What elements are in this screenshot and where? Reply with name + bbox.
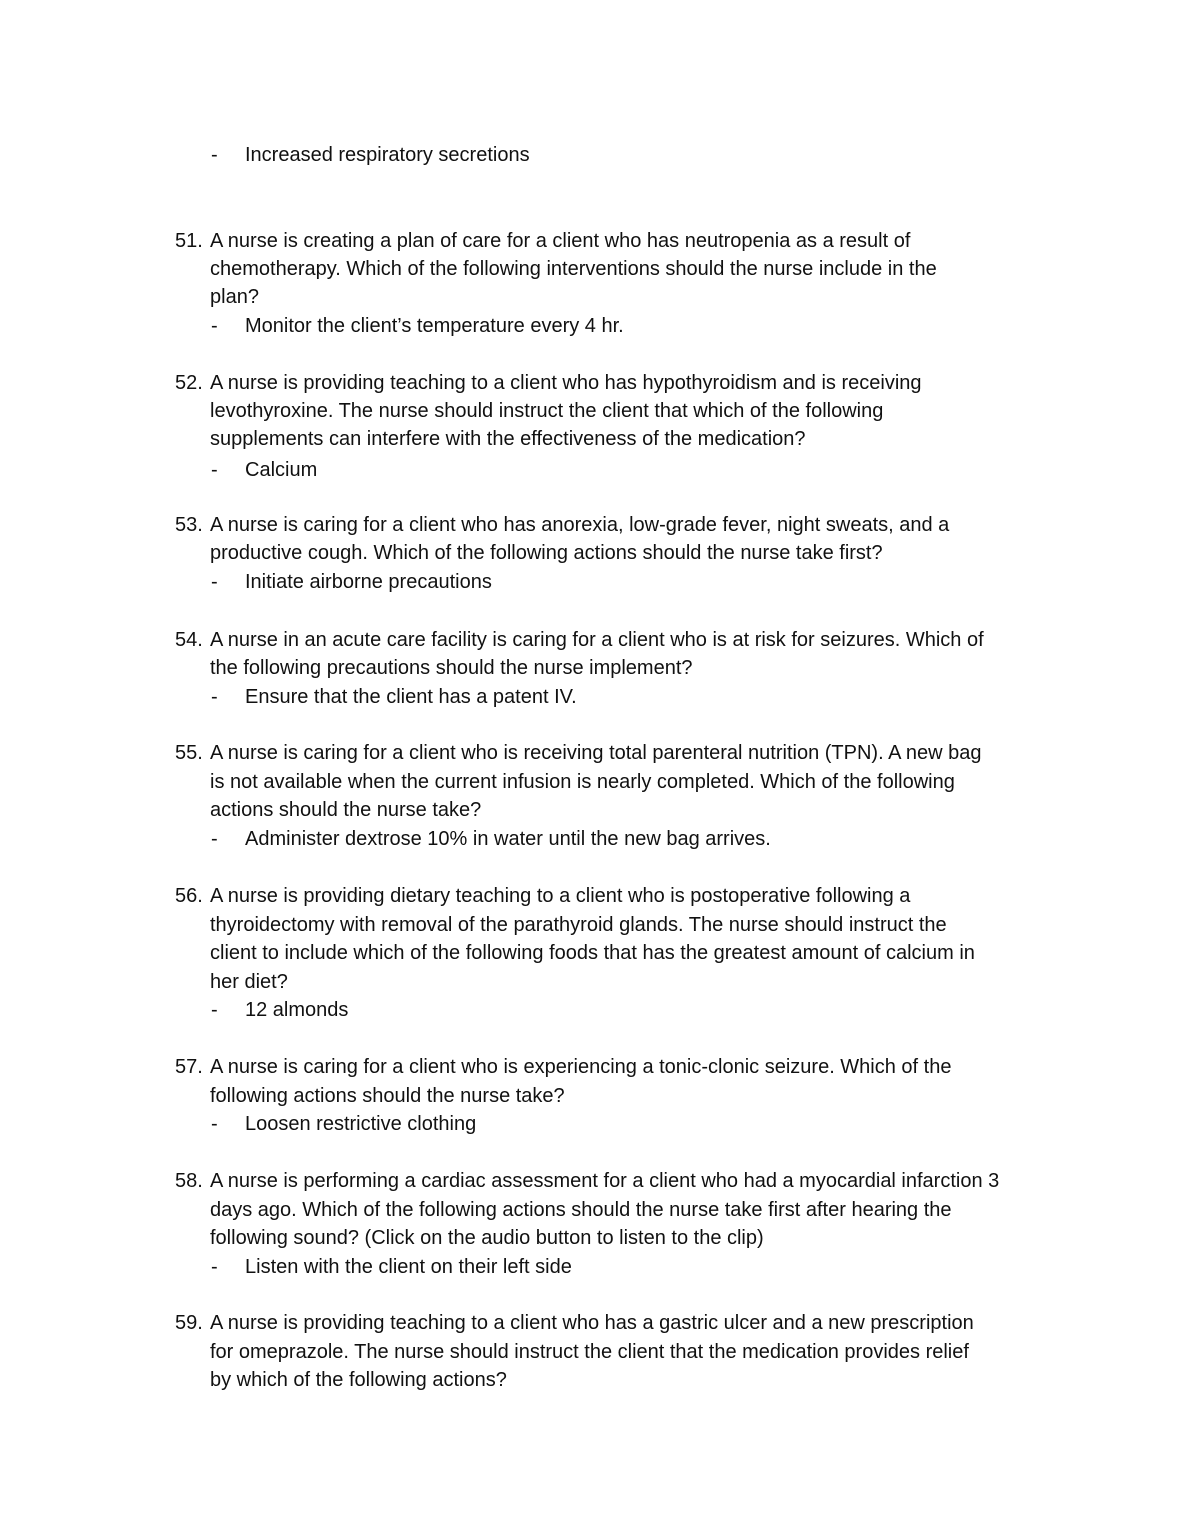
question-text: supplements can interfere with the effectiveness of the medication? bbox=[210, 428, 806, 450]
question-text: A nurse is providing dietary teaching to a client who is postoperative following a bbox=[210, 885, 911, 907]
answer-bullet: - bbox=[211, 571, 218, 593]
question-text: A nurse is providing teaching to a client who has a gastric ulcer and a new prescription bbox=[210, 1312, 974, 1334]
answer-text: 12 almonds bbox=[245, 999, 349, 1021]
question-text: A nurse in an acute care facility is caring for a client who is at risk for seizures. Which of bbox=[210, 629, 984, 651]
question-text: actions should the nurse take? bbox=[210, 799, 482, 821]
question-number: 55. bbox=[175, 742, 203, 764]
question-text: following sound? (Click on the audio button to listen to the clip) bbox=[210, 1227, 764, 1249]
question-text: is not available when the current infusion is nearly completed. Which of the following bbox=[210, 771, 955, 793]
question-number: 56. bbox=[175, 885, 203, 907]
question-number: 58. bbox=[175, 1170, 203, 1192]
question-text: thyroidectomy with removal of the parathyroid glands. The nurse should instruct the bbox=[210, 914, 947, 936]
question-text: A nurse is performing a cardiac assessment for a client who had a myocardial infarction 3 bbox=[210, 1170, 1000, 1192]
answer-text: Loosen restrictive clothing bbox=[245, 1113, 477, 1135]
question-number: 54. bbox=[175, 629, 203, 651]
question-text: plan? bbox=[210, 286, 259, 308]
question-number: 52. bbox=[175, 372, 203, 394]
question-number: 57. bbox=[175, 1056, 203, 1078]
answer-bullet: - bbox=[211, 686, 218, 708]
question-number: 51. bbox=[175, 230, 203, 252]
answer-text: Increased respiratory secretions bbox=[245, 144, 530, 166]
question-text: A nurse is creating a plan of care for a client who has neutropenia as a result of bbox=[210, 230, 911, 252]
answer-text: Monitor the client’s temperature every 4 hr. bbox=[245, 315, 624, 337]
answer-bullet: - bbox=[211, 1256, 218, 1278]
answer-bullet: - bbox=[211, 459, 218, 481]
answer-bullet: - bbox=[211, 315, 218, 337]
question-text: productive cough. Which of the following actions should the nurse take first? bbox=[210, 542, 883, 564]
question-text: A nurse is caring for a client who is experiencing a tonic-clonic seizure. Which of the bbox=[210, 1056, 952, 1078]
answer-bullet: - bbox=[211, 999, 218, 1021]
question-text: client to include which of the following foods that has the greatest amount of calcium in bbox=[210, 942, 975, 964]
question-text: levothyroxine. The nurse should instruct the client that which of the following bbox=[210, 400, 884, 422]
answer-text: Calcium bbox=[245, 459, 318, 481]
question-text: by which of the following actions? bbox=[210, 1369, 507, 1391]
question-text: A nurse is caring for a client who has anorexia, low-grade fever, night sweats, and a bbox=[210, 514, 950, 536]
answer-text: Listen with the client on their left side bbox=[245, 1256, 572, 1278]
answer-bullet: - bbox=[211, 1113, 218, 1135]
question-text: chemotherapy. Which of the following interventions should the nurse include in the bbox=[210, 258, 937, 280]
question-text: the following precautions should the nurse implement? bbox=[210, 657, 693, 679]
question-text: her diet? bbox=[210, 971, 288, 993]
question-number: 59. bbox=[175, 1312, 203, 1334]
question-text: A nurse is providing teaching to a client who has hypothyroidism and is receiving bbox=[210, 372, 922, 394]
answer-bullet: - bbox=[211, 144, 218, 166]
answer-bullet: - bbox=[211, 828, 218, 850]
question-text: following actions should the nurse take? bbox=[210, 1085, 565, 1107]
question-text: days ago. Which of the following actions should the nurse take first after hearing the bbox=[210, 1199, 952, 1221]
question-number: 53. bbox=[175, 514, 203, 536]
question-text: A nurse is caring for a client who is receiving total parenteral nutrition (TPN). A new bag bbox=[210, 742, 982, 764]
answer-text: Ensure that the client has a patent IV. bbox=[245, 686, 577, 708]
question-text: for omeprazole. The nurse should instruct the client that the medication provides relief bbox=[210, 1341, 969, 1363]
answer-text: Initiate airborne precautions bbox=[245, 571, 492, 593]
answer-text: Administer dextrose 10% in water until the new bag arrives. bbox=[245, 828, 771, 850]
